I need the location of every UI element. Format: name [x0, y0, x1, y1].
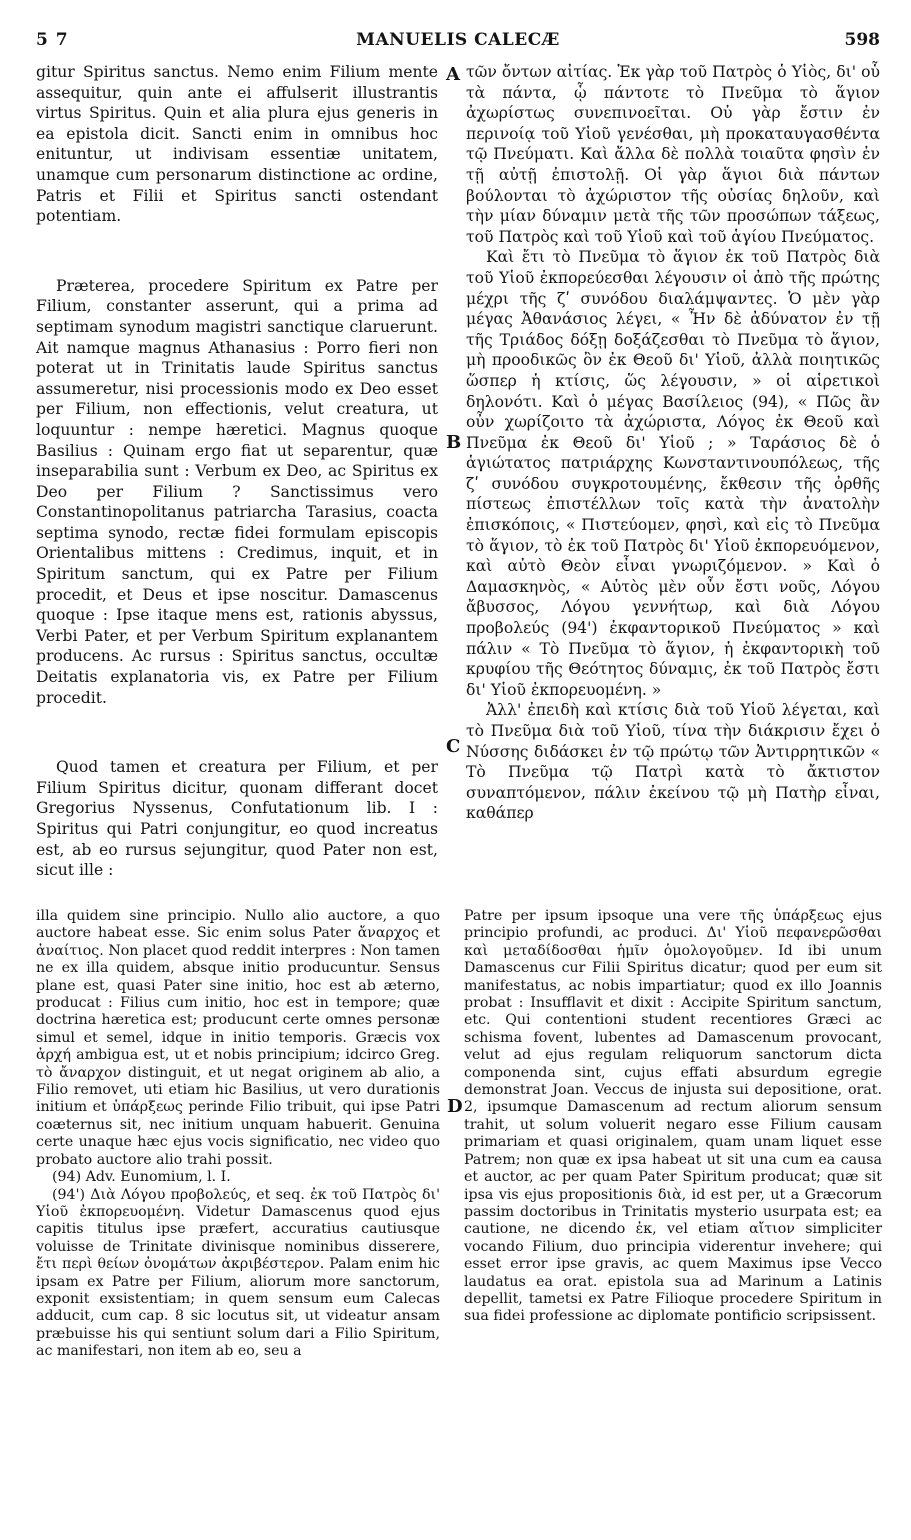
footnote-94: (94) Adv. Eunomium, l. I.: [52, 1169, 231, 1186]
latin-paragraph-2: Præterea, procedere Spiritum ex Patre per Filium, constanter asserunt, qui a prima ad septimam synodum magistri sanctique claruerunt. Ait namque magnus Athanasius : Porro fieri non poterat ut in Trinitatis laude Spiritus sanctus assumeretur, nisi processionis modo ex Deo esset per Filium, non effectionis, velut creatura, ut loquuntur : nempe hæretici. Magnus quoque Basilius : Quinam ergo fiat ut separentur, quæ inseparabilia sunt : Verbum ex Deo, ac Spiritus ex Deo per Filium ? Sanctissimus vero Constantinopolitanus patriarcha Tarasius, coacta septima synodo, rectæ fidei formulam episcopis Orientalibus mittens : Credimus, inquit, et in Spiritum sanctum, qui ex Patre per Filium procedit, et Deus et ipse noscitur. Damascenus quoque : Ipse itaque mens est, rationis abyssus, Verbi Pater, et per Verbum Spiritum explanantem producens. Ac rursus : Spiritus sanctus, occultæ Deitatis explanatoria vis, ex Patre per Filium procedit.: [36, 276, 438, 707]
footnotes-left: [36, 908, 440, 1361]
footnote-94-prime-continuation: Patre per ipsum ipsoque una vere τῆς ὑπάρξεως ejus principio profundi, ac produci. Δι' Υἱοῦ πεφανερῶσθαι καὶ μεταδίδοσθαι ἡμῖν ὁμολογοῦμεν. Id ibi unum Damascenus cur Filii Spiritus dicatur; quod per eum sit manifestatus, ac nobis impartiatur; quod ex illo Joannis probat : Insufflavit et dixit : Accipite Spiritum sanctum, etc. Qui contentioni student recentiores Græci ac schisma fovent, lubentes ad Damascenum provocant, velut ad ejus regulam reliquorum sanctorum dicta componenda sint, cujus effati absurdum egregie demonstrat Joan. Veccus de injusta sui depositione, orat. 2, ipsumque Damascenum ad rectum aliorum sensum trahit, ut solum voluerit negaro esse Filium causam primariam et quasi originalem, quam unam liquet esse Patrem; non quæ ex ipsa habeat ut sit una cum ea causa et auctor, ac per quam Pater Spiritum producat; quæ sit ipsa vis ejus propositionis διὰ, id est per, ut a Græcorum passim doctoribus in Trinitatis mysterio usurpata est; ea cautione, ne dicendo ἐκ, vel etiam αἴτιον simpliciter vocando Filium, duo principia viderentur invehere; qui esset error ipse gravis, ac quem Maximus ipse Vecco laudatus ea orat. epistola sua ad Marinum a Latinis depellit, tametsi ex Patre Filioque procedere Spiritum in sua fidei professione ac diplomate pontificio scripsissent.: [464, 908, 882, 1325]
greek-paragraph-3: Ἀλλ' ἐπειδὴ καὶ κτίσις διὰ τοῦ Υἱοῦ λέγεται, καὶ τὸ Πνεῦμα διὰ τοῦ Υἱοῦ, τίνα τὴν διάκρισιν ἔχει ὁ Νύσσης διδάσκει ἐν τῷ πρώτῳ τῶν Ἀντιρρητικῶν « Τὸ Πνεῦμα τῷ Πατρὶ κατὰ τὸ ἄκτιστον συναπτόμενον, πάλιν ἐκείνου τῷ μὴ Πατὴρ εἶναι, καθάπερ: [466, 701, 880, 823]
page-header: [36, 30, 880, 52]
footnote-94-prime: (94') Διὰ Λόγου προβολεύς, et seq. ἐκ τοῦ Πατρὸς δι' Υἱοῦ ἐκπορευομένη. Videtur Damascenus quod ejus capitis titulus ipse præfert, accuratius cautiusque voluisse de Trinitate divinisque nominibus disserere, ἔτι περὶ θείων ὀνομάτων ἀκριβέστερον. Palam enim hic ipsam ex Patre per Filium, aliorum more sanctorum, exponit exsistentiam; in quem sensum eum Calecas adducit, cum cap. 8 sic locutus sit, ut videatur ansam præbuisse his qui sentiunt solum dari a Filio Spiritum, ac manifestari, non item ab eo, seu a: [36, 1186, 440, 1360]
margin-marker-b: B: [446, 432, 462, 453]
footnotes-right: [464, 908, 882, 1326]
margin-marker-d: D: [447, 1096, 463, 1117]
footnote-continuation: illa quidem sine principio. Nullo alio auctore, a quo auctore habeat esse. Sic enim solus Pater ἄναρχος et ἀναίτιος. Non placet quod reddit interpres : Non tamen ne ex illa quidem, absque initio producuntur. Sensus plane est, quasi Pater sine initio, hoc est ab æterno, producat : Filius cum initio, hoc est in tempore; quæ doctrina hæretica est; producunt certe omnes personæ simul et semel, idque in initio temporis. Græcis vox ἀρχή ambigua est, ut et nobis principium; idcirco Greg. τὸ ἄναρχον distinguit, et ut negat originem ab alio, a Filio removet, uti etiam hic Basilius, ut vero durationis initium et ὑπάρξεως perinde Filio tribuit, qui ipse Patri coæternus sit, nec initium unquam habuerit. Genuina certe unaque hæc ejus vocis significatio, nec video quo probato auctore alio trahi possit.: [36, 908, 440, 1168]
running-title: MANUELIS CALECÆ: [356, 30, 560, 50]
greek-column: [466, 62, 880, 824]
page-number-left: 5 7: [36, 30, 69, 50]
page-number-right: 598: [844, 30, 880, 50]
latin-paragraph-1: gitur Spiritus sanctus. Nemo enim Filium mente assequitur, quin ante ei affulserit illustrantis virtus Spiritus. Quin et alia plura ejus generis in ea epistola dicit. Sancti enim in omnibus hoc enituntur, ut indivisam essentiæ unitatem, unamque cum personarum distinctione ac ordine, Patris et Filii et Spiritus sancti ostendant potentiam.: [36, 63, 438, 226]
latin-paragraph-3: Quod tamen et creatura per Filium, et per Filium Spiritus dicitur, quonam differant docet Gregorius Nyssenus, Confutationum lib. I : Spiritus qui Patri conjungitur, eo quod increatus est, ab eo rursus sejungitur, quod Pater non est, sicut ille :: [36, 758, 438, 880]
latin-column: [36, 62, 438, 881]
greek-paragraph-2: Καὶ ἔτι τὸ Πνεῦμα τὸ ἅγιον ἐκ τοῦ Πατρὸς διὰ τοῦ Υἱοῦ ἐκπορεύεσθαι λέγουσιν οἱ ἀπὸ τῆς πρώτης μέχρι τῆς ζʹ συνόδου διαλάμψαντες. Ὁ μὲν γὰρ μέγας Ἀθανάσιος λέγει, « Ἦν δὲ ἀδύνατον ἐν τῇ τῆς Τριάδος δόξῃ δοξάζεσθαι τὸ Πνεῦμα τὸ ἅγιον, μὴ προοδικῶς ὂν ἐκ Θεοῦ δι' Υἱοῦ, ἀλλὰ ποιητικῶς ὥσπερ ἡ κτίσις, ὥς λέγουσιν, » οἱ αἱρετικοὶ δηλονότι. Καὶ ὁ μέγας Βασίλειος (94), « Πῶς ἂν οὖν χωρίζοιτο τὰ ἀχώριστα, Λόγος ἐκ Θεοῦ καὶ Πνεῦμα ἐκ Θεοῦ δι' Υἱοῦ ; » Ταράσιος δὲ ὁ ἁγιώτατος πατριάρχης Κωνσταντινουπόλεως, τῆς ζʹ συνόδου συγκροτουμένης, ἔκθεσιν τῆς ὀρθῆς πίστεως ἐπιστέλλων τοῖς κατὰ τὴν ἀνατολὴν ἐπισκόποις, « Πιστεύομεν, φησὶ, καὶ εἰς τὸ Πνεῦμα τὸ ἅγιον, τὸ ἐκ τοῦ Πατρὸς δι' Υἱοῦ ἐκπορευόμενον, καὶ αὐτὸ Θεὸν εἶναι γνωριζόμενον. » Καὶ ὁ Δαμασκηνὸς, « Αὐτὸς μὲν οὖν ἔστι νοῦς, Λόγου ἄβυσσος, Λόγου γεννήτωρ, καὶ διὰ Λόγου προβολεύς (94') ἐκφαντορικοῦ Πνεύματος » καὶ πάλιν « Τὸ Πνεῦμα τὸ ἅγιον, ἡ ἐκφαντορικὴ τοῦ κρυφίου τῆς Θεότητος δύναμις, ἐκ τοῦ Πατρὸς ἔστι δι' Υἱοῦ ἐκπορευομένη. »: [466, 248, 880, 699]
margin-marker-c: C: [446, 736, 461, 757]
margin-marker-a: A: [446, 64, 460, 85]
greek-paragraph-1: τῶν ὄντων αἰτίας. Ἐκ γὰρ τοῦ Πατρὸς ὁ Υἱὸς, δι' οὗ τὰ πάντα, ᾧ πάντοτε τὸ Πνεῦμα τὸ ἅγιον ἀχωρίστως συνεπινοεῖται. Οὐ γὰρ ἔστιν ἐν περινοίᾳ τοῦ Υἱοῦ γενέσθαι, μὴ προκαταυγασθέντα τῷ Πνεύματι. Καὶ ἄλλα δὲ πολλὰ τοιαῦτα φησὶν ἐν τῇ αὐτῇ ἐπιστολῇ. Οἱ γὰρ ἅγιοι διὰ πάντων βούλονται τὸ ἀχώριστον τῆς οὐσίας δηλοῦν, καὶ τὴν μίαν δύναμιν μετὰ τῆς τῶν προσώπων τάξεως, τοῦ Πατρὸς καὶ τοῦ Υἱοῦ καὶ τοῦ ἁγίου Πνεύματος.: [466, 63, 880, 246]
